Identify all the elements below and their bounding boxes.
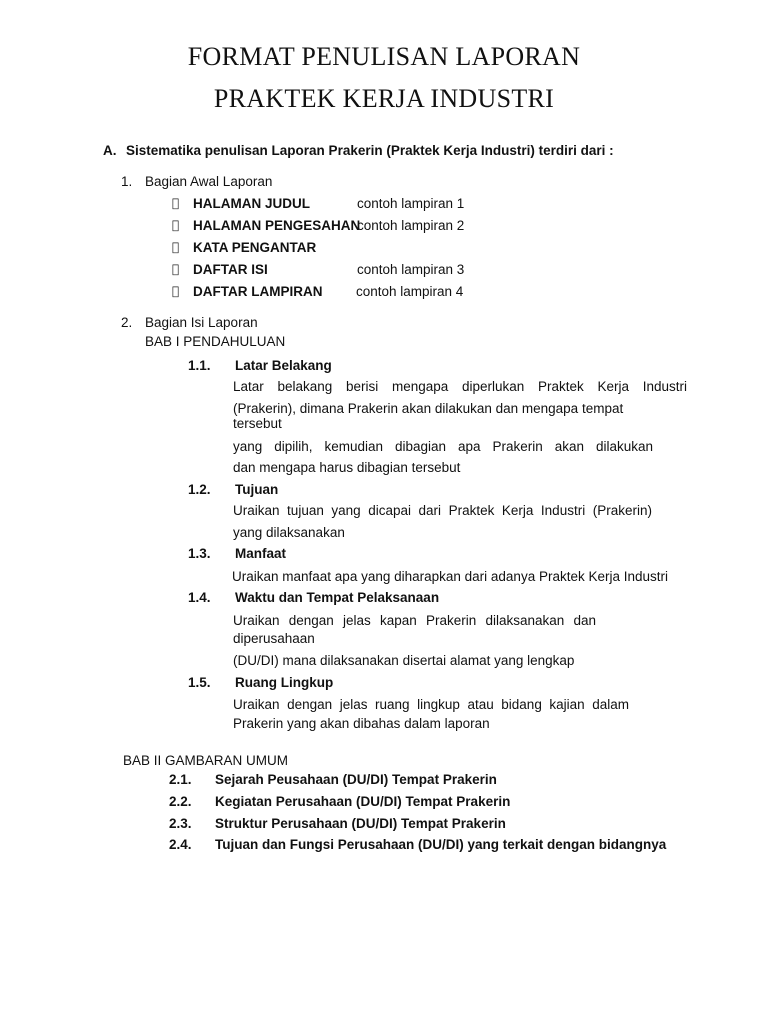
subsection-line: Prakerin yang akan dibahas dalam laporan xyxy=(233,716,490,731)
bab2-item-number: 2.1. xyxy=(169,772,192,787)
section-a-text: Sistematika penulisan Laporan Prakerin (Praktek Kerja Industri) terdiri dari : xyxy=(126,143,614,158)
subsection-line: (Prakerin), dimana Prakerin akan dilakukan dan mengapa tempat xyxy=(233,401,624,416)
bab2-item-text: Struktur Perusahaan (DU/DI) Tempat Prakerin xyxy=(215,816,506,831)
document-title-line-2: PRAKTEK KERJA INDUSTRI xyxy=(213,84,555,113)
subsection-line: yang dilaksanakan xyxy=(233,525,345,540)
bullet-icon xyxy=(172,218,179,232)
part1-heading: Bagian Awal Laporan xyxy=(145,174,273,189)
part1-item-note: contoh lampiran 1 xyxy=(357,196,465,211)
subsection-title: Tujuan xyxy=(235,482,279,497)
part1-item-label: HALAMAN PENGESAHAN xyxy=(193,218,361,233)
document-title-line-1: FORMAT PENULISAN LAPORAN xyxy=(187,42,581,71)
part1-item-note: contoh lampiran 3 xyxy=(357,262,465,277)
bab2-heading: BAB II GAMBARAN UMUM xyxy=(123,753,289,768)
subsection-line: Uraikan manfaat apa yang diharapkan dari adanya Praktek Kerja Industri xyxy=(232,569,669,584)
bab1-heading: BAB I PENDAHULUAN xyxy=(145,334,286,349)
subsection-title: Latar Belakang xyxy=(235,358,332,373)
section-a-marker: A. xyxy=(103,143,117,158)
subsection-line: diperusahaan xyxy=(233,631,315,646)
bullet-icon xyxy=(172,284,179,298)
part1-item-label: DAFTAR ISI xyxy=(193,262,268,277)
subsection-title: Waktu dan Tempat Pelaksanaan xyxy=(235,590,440,605)
subsection-line: yang dipilih, kemudian dibagian apa Prakerin akan dilakukan xyxy=(233,439,653,454)
bab2-item-text: Sejarah Peusahaan (DU/DI) Tempat Prakerin xyxy=(215,772,497,787)
subsection-line: tersebut xyxy=(233,416,282,431)
subsection-line: Uraikan dengan jelas kapan Prakerin dilaksanakan dan xyxy=(233,613,596,628)
subsection-number: 1.2. xyxy=(188,482,211,497)
subsection-number: 1.4. xyxy=(188,590,211,605)
subsection-line: Uraikan tujuan yang dicapai dari Praktek Kerja Industri (Prakerin) xyxy=(233,503,652,518)
bab2-item-text: Kegiatan Perusahaan (DU/DI) Tempat Prakerin xyxy=(215,794,511,809)
subsection-line: Latar belakang berisi mengapa diperlukan Praktek Kerja Industri xyxy=(233,379,687,394)
bullet-icon xyxy=(172,240,179,254)
subsection-line: dan mengapa harus dibagian tersebut xyxy=(233,460,461,475)
bullet-icon xyxy=(172,262,179,276)
part1-item-label: DAFTAR LAMPIRAN xyxy=(193,284,323,299)
bab2-item-number: 2.2. xyxy=(169,794,192,809)
bab2-item-number: 2.4. xyxy=(169,837,192,852)
bab2-item-number: 2.3. xyxy=(169,816,192,831)
part1-item-note: contoh lampiran 4 xyxy=(356,284,464,299)
subsection-number: 1.3. xyxy=(188,546,211,561)
subsection-number: 1.5. xyxy=(188,675,211,690)
part1-number: 1. xyxy=(121,174,133,189)
subsection-number: 1.1. xyxy=(188,358,211,373)
part1-item-label: HALAMAN JUDUL xyxy=(193,196,310,211)
subsection-title: Ruang Lingkup xyxy=(235,675,334,690)
bullet-icon xyxy=(172,196,179,210)
subsection-line: (DU/DI) mana dilaksanakan disertai alamat yang lengkap xyxy=(233,653,575,668)
part2-heading: Bagian Isi Laporan xyxy=(145,315,258,330)
part1-item-note: contoh lampiran 2 xyxy=(357,218,465,233)
part2-number: 2. xyxy=(121,315,133,330)
subsection-line: Uraikan dengan jelas ruang lingkup atau bidang kajian dalam xyxy=(233,697,629,712)
part1-item-label: KATA PENGANTAR xyxy=(193,240,317,255)
bab2-item-text: Tujuan dan Fungsi Perusahaan (DU/DI) yang terkait dengan bidangnya xyxy=(215,837,667,852)
subsection-title: Manfaat xyxy=(235,546,287,561)
